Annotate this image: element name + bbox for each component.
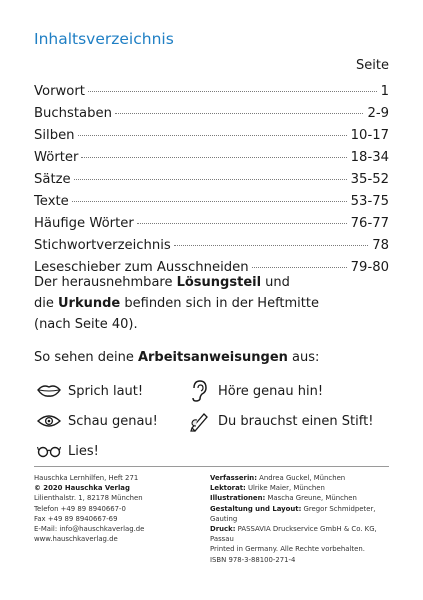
note-text: die [34, 296, 58, 311]
toc-entry-label: Wörter [34, 150, 79, 165]
toc-entry-pages: 1 [380, 84, 389, 99]
imprint-publisher [34, 473, 184, 544]
toc-entry-pages: 76-77 [350, 216, 389, 231]
dot-leader [74, 179, 347, 180]
note-text: und [261, 275, 290, 290]
note-text: Der herausnehmbare [34, 275, 177, 290]
toc-entry[interactable] [34, 194, 389, 216]
imprint-website[interactable]: www.hauschkaverlag.de [34, 535, 118, 544]
pencil-hand-icon [186, 411, 212, 431]
instruction-label: Sprich laut! [68, 383, 144, 399]
credit-author: Verfasserin: Andrea Guckel, München [210, 474, 346, 482]
dot-leader [115, 113, 363, 114]
table-of-contents [34, 84, 389, 282]
ear-icon [186, 381, 212, 401]
page-column-header: Seite [356, 58, 389, 73]
imprint-series: Hauschka Lernhilfen, Heft 271 [34, 474, 139, 482]
instruction-label: Du brauchst einen Stift! [218, 413, 374, 429]
toc-entry-pages: 79-80 [350, 260, 389, 275]
imprint-email[interactable]: E-Mail: info@hauschkaverlag.de [34, 525, 145, 534]
toc-entry-label: Texte [34, 194, 69, 209]
toc-entry[interactable] [34, 238, 389, 260]
instruction-speak [36, 381, 143, 401]
note-text: befinden sich in der Heftmitte [120, 296, 319, 311]
imprint-fax: Fax +49 89 8940667-69 [34, 514, 118, 523]
toc-entry-label: Häufige Wörter [34, 216, 134, 231]
toc-entry-label: Buchstaben [34, 106, 112, 121]
instructions-heading [34, 350, 319, 365]
solutions-note [34, 272, 393, 335]
eye-icon [36, 411, 62, 431]
note-bold: Urkunde [58, 296, 121, 311]
instruction-label: Schau genau! [68, 413, 158, 429]
toc-entry[interactable] [34, 84, 389, 106]
toc-entry[interactable] [34, 106, 389, 128]
instructions-heading-text: aus: [287, 350, 320, 365]
instruction-listen [186, 381, 323, 401]
divider [34, 466, 389, 467]
instructions-heading-bold: Arbeitsanweisungen [137, 350, 288, 365]
toc-entry-pages: 10-17 [350, 128, 389, 143]
toc-entry[interactable] [34, 150, 389, 172]
instruction-pencil [186, 411, 373, 431]
glasses-icon [36, 441, 62, 461]
instruction-label: Höre genau hin! [218, 383, 324, 399]
instructions-heading-text: So sehen deine [34, 350, 138, 365]
instruction-look [36, 411, 158, 431]
toc-entry-label: Vorwort [34, 84, 85, 99]
mouth-icon [36, 381, 62, 401]
credit-rights: Printed in Germany. Alle Rechte vorbehalten. [210, 545, 365, 554]
note-bold: Lösungsteil [176, 275, 262, 290]
toc-entry[interactable] [34, 128, 389, 150]
toc-entry-label: Silben [34, 128, 75, 143]
dot-leader [81, 157, 346, 158]
toc-entry-label: Sätze [34, 172, 71, 187]
toc-entry-pages: 18-34 [350, 150, 389, 165]
imprint-copyright: © 2020 Hauschka Verlag [34, 484, 130, 493]
imprint-credits [210, 473, 400, 565]
instruction-read [36, 441, 99, 461]
credit-editor: Lektorat: Ulrike Maier, München [210, 484, 325, 493]
credit-isbn: ISBN 978-3-88100-271-4 [210, 555, 296, 564]
toc-entry-label: Leseschieber zum Ausschneiden [34, 260, 249, 275]
dot-leader [137, 223, 347, 224]
imprint-address: Lilienthalstr. 1, 82178 München [34, 494, 143, 503]
instruction-label: Lies! [68, 443, 99, 459]
dot-leader [72, 201, 347, 202]
toc-entry-pages: 2-9 [367, 106, 389, 121]
toc-entry-pages: 78 [372, 238, 389, 253]
toc-entry-label: Stichwortverzeichnis [34, 238, 171, 253]
page-title: Inhaltsverzeichnis [34, 30, 174, 48]
dot-leader [252, 267, 347, 268]
imprint-phone: Telefon +49 89 8940667-0 [34, 504, 126, 513]
dot-leader [88, 91, 377, 92]
credit-illustrations: Illustrationen: Mascha Greune, München [210, 494, 357, 503]
toc-entry-pages: 53-75 [350, 194, 389, 209]
toc-entry[interactable] [34, 216, 389, 238]
toc-entry-pages: 35-52 [350, 172, 389, 187]
toc-entry[interactable] [34, 172, 389, 194]
dot-leader [78, 135, 347, 136]
dot-leader [174, 245, 368, 246]
note-text: (nach Seite 40). [34, 317, 138, 332]
credit-print: Druck: PASSAVIA Druckservice GmbH & Co. KG, Passau [210, 525, 377, 544]
credit-design: Gestaltung und Layout: Gregor Schmidpeter, Gauting [210, 504, 376, 523]
